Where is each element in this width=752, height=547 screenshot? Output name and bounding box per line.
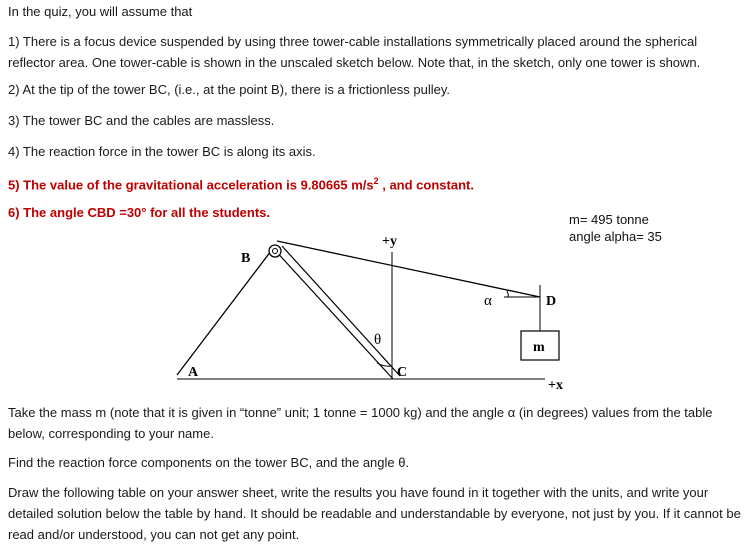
label-c: C — [397, 365, 408, 380]
item-1: 1) There is a focus device suspended by using three tower-cable installations symmetrically placed around the spherical reflector area. One tower-cable is shown in the unscaled sketch below. Note that, in the sketch, only one tower is shown. — [8, 34, 701, 70]
given-mass: m= 495 tonne — [569, 212, 649, 227]
item-5-suffix: , and constant. — [378, 177, 474, 193]
label-theta: θ — [374, 332, 382, 348]
item-5-superscript: 2 — [373, 176, 379, 186]
item-2: 2) At the tip of the tower BC, (i.e., at the point B), there is a frictionless pulley. — [8, 82, 450, 97]
intro-text: In the quiz, you will assume that — [8, 4, 193, 19]
tower-bc-edge-1 — [273, 248, 393, 379]
outro-2: Find the reaction force components on the tower BC, and the angle θ. — [8, 455, 410, 470]
label-m: m — [533, 340, 545, 355]
outro-3: Draw the following table on your answer sheet, write the results you have found in it together with the units, and write your detailed solution below the table by hand. It should be readable and understandable by everyone, not just by you. If it cannot be read and/or understood, you can not get any point. — [8, 485, 741, 542]
given-angle: angle alpha= 35 — [569, 229, 662, 244]
tower-bc-edge-2 — [282, 246, 400, 376]
item-5-text: 5) The value of the gravitational acceleration is 9.80665 m/s — [8, 177, 374, 193]
cable-ab — [177, 251, 271, 375]
label-a: A — [188, 365, 199, 380]
label-b: B — [241, 251, 251, 266]
label-plus-y: +y — [382, 234, 397, 249]
label-d: D — [546, 294, 557, 309]
label-alpha: α — [484, 293, 492, 309]
item-4: 4) The reaction force in the tower BC is along its axis. — [8, 144, 316, 159]
item-3: 3) The tower BC and the cables are massless. — [8, 113, 275, 128]
cable-bd — [277, 241, 540, 297]
alpha-arc — [507, 291, 508, 297]
pulley-icon — [269, 245, 281, 257]
item-6: 6) The angle CBD =30° for all the students. — [8, 205, 270, 220]
outro-1: Take the mass m (note that it is given in “tonne” unit; 1 tonne = 1000 kg) and the angle α (in degrees) values from the table below, corresponding to your name. — [8, 405, 713, 441]
label-plus-x: +x — [548, 378, 563, 393]
